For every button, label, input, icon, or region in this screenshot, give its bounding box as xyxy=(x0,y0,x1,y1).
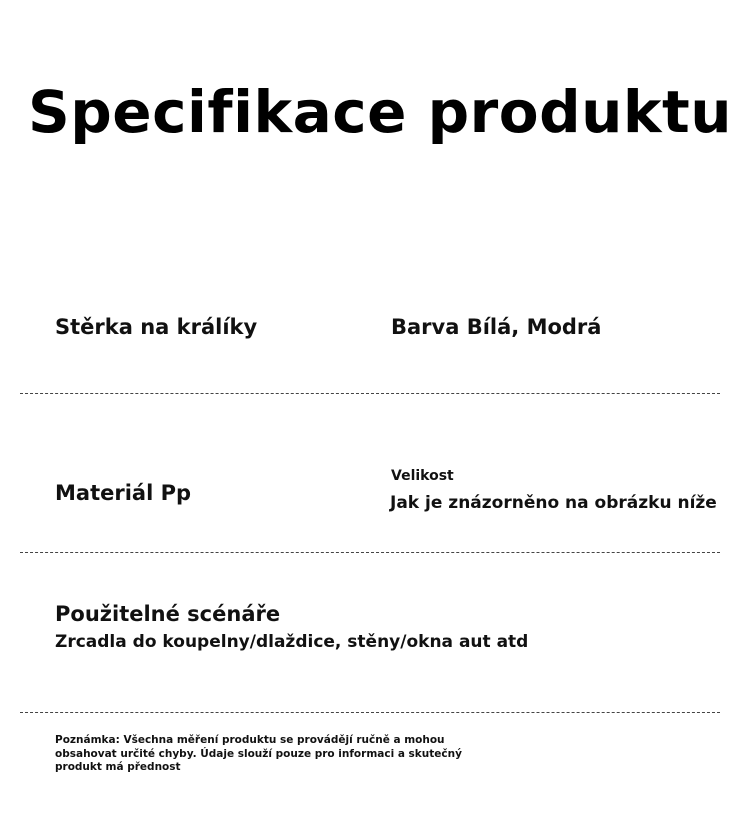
usage-value: Zrcadla do koupelny/dlaždice, stěny/okna aut atd xyxy=(55,632,529,652)
page-title: Specifikace produktu xyxy=(28,78,732,146)
material-spec: Materiál Pp xyxy=(55,481,192,505)
divider xyxy=(20,393,720,394)
size-value: Jak je znázorněno na obrázku níže xyxy=(390,493,717,513)
disclaimer-note: Poznámka: Všechna měření produktu se provádějí ručně a mohou obsahovat určité chyby. Údaje slouží pouze pro informaci a skutečný produkt má přednost xyxy=(55,734,462,773)
color-spec: Barva Bílá, Modrá xyxy=(391,315,602,339)
product-name: Stěrka na králíky xyxy=(55,315,258,339)
divider xyxy=(20,712,720,713)
divider xyxy=(20,552,720,553)
size-label: Velikost xyxy=(391,468,454,484)
usage-heading: Použitelné scénáře xyxy=(55,602,281,626)
